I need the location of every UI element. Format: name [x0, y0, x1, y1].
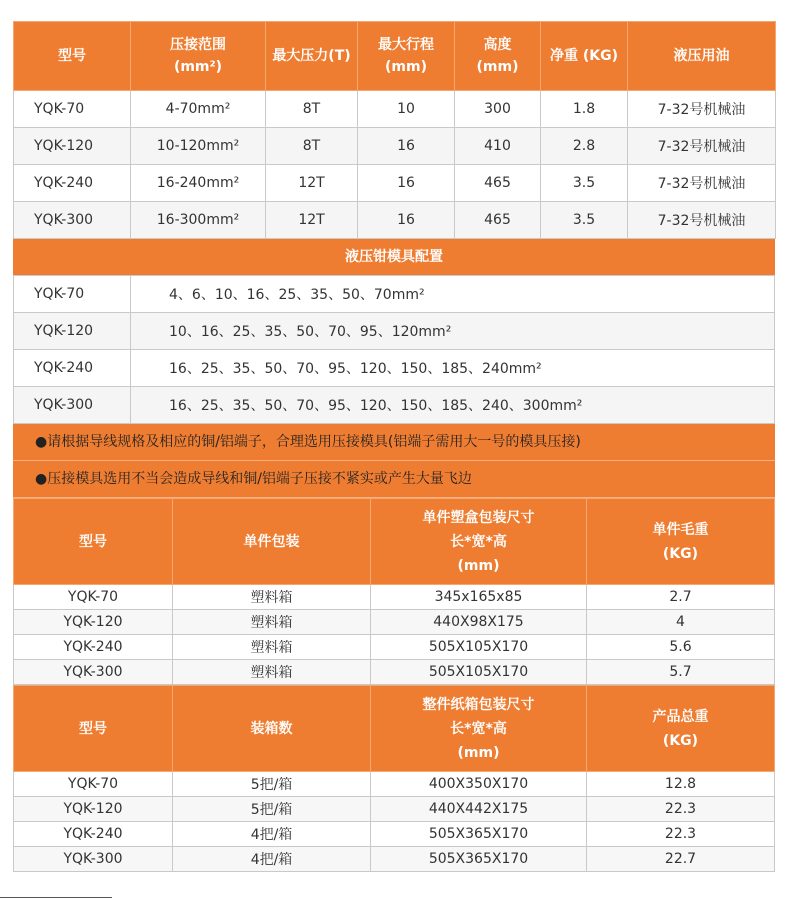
spec-header-weight: 净重 (KG) [541, 22, 628, 91]
range-cell: 10-120mm² [131, 128, 266, 165]
model-cell: YQK-300 [14, 387, 131, 424]
table-row [14, 91, 776, 128]
size-cell: 440X98X175 [371, 610, 587, 635]
oil-cell: 7-32号机械油 [628, 165, 776, 202]
model-cell: YQK-120 [14, 128, 131, 165]
spec-header-range: 压接范围 (mm²) [131, 22, 266, 91]
header-model: 型号 [14, 686, 173, 772]
single-pack-table [13, 498, 775, 685]
mold-sizes-cell: 4、6、10、16、25、35、50、70mm² [131, 276, 775, 313]
spec-header-model: 型号 [14, 22, 131, 91]
table-row [14, 610, 775, 635]
model-cell: YQK-240 [14, 350, 131, 387]
pack-cell: 塑料箱 [173, 585, 371, 610]
model-cell: YQK-120 [14, 797, 173, 822]
weight-cell: 22.7 [587, 847, 775, 872]
height-cell: 300 [455, 91, 541, 128]
oil-cell: 7-32号机械油 [628, 202, 776, 239]
spec-header-oil: 液压用油 [628, 22, 776, 91]
quantity-cell: 5把/箱 [173, 772, 371, 797]
table-row [14, 276, 775, 313]
single-pack-header-row [14, 499, 775, 585]
model-cell: YQK-240 [14, 635, 173, 660]
mold-sizes-cell: 16、25、35、50、70、95、120、150、185、240mm² [131, 350, 775, 387]
size-cell: 505X365X170 [371, 822, 587, 847]
quantity-cell: 4把/箱 [173, 847, 371, 872]
table-row [14, 202, 776, 239]
header-model: 型号 [14, 499, 173, 585]
height-cell: 465 [455, 165, 541, 202]
height-cell: 410 [455, 128, 541, 165]
range-cell: 4-70mm² [131, 91, 266, 128]
size-cell: 505X105X170 [371, 635, 587, 660]
spec-table [13, 21, 776, 239]
mold-sizes-cell: 10、16、25、35、50、70、95、120mm² [131, 313, 775, 350]
stroke-cell: 16 [358, 128, 455, 165]
quantity-cell: 5把/箱 [173, 797, 371, 822]
note-line: ●请根据导线规格及相应的铜/铝端子，合理选用压接模具(铝端子需用大一号的模具压接) [13, 424, 775, 461]
weight-cell: 4 [587, 610, 775, 635]
table-row [14, 128, 776, 165]
oil-cell: 7-32号机械油 [628, 91, 776, 128]
header-quantity: 装箱数 [173, 686, 371, 772]
weight-cell: 3.5 [541, 165, 628, 202]
weight-cell: 1.8 [541, 91, 628, 128]
table-row [14, 387, 775, 424]
model-cell: YQK-70 [14, 91, 131, 128]
note-line: ●压接模具选用不当会造成导线和铜/铝端子压接不紧实或产生大量飞边 [13, 461, 775, 498]
model-cell: YQK-70 [14, 772, 173, 797]
size-cell: 440X442X175 [371, 797, 587, 822]
model-cell: YQK-300 [14, 202, 131, 239]
model-cell: YQK-240 [14, 165, 131, 202]
header-total-weight: 产品总重 (KG) [587, 686, 775, 772]
weight-cell: 22.3 [587, 797, 775, 822]
model-cell: YQK-120 [14, 313, 131, 350]
table-row [14, 822, 775, 847]
table-row [14, 313, 775, 350]
pack-cell: 塑料箱 [173, 660, 371, 685]
table-row [14, 772, 775, 797]
pressure-cell: 12T [266, 165, 358, 202]
pressure-cell: 8T [266, 91, 358, 128]
pack-cell: 塑料箱 [173, 635, 371, 660]
mold-section-title: 液压钳模具配置 [13, 239, 775, 275]
model-cell: YQK-240 [14, 822, 173, 847]
table-row [14, 350, 775, 387]
header-pack: 单件包装 [173, 499, 371, 585]
pressure-cell: 8T [266, 128, 358, 165]
weight-cell: 2.8 [541, 128, 628, 165]
oil-cell: 7-32号机械油 [628, 128, 776, 165]
size-cell: 345x165x85 [371, 585, 587, 610]
spec-header-stroke: 最大行程 (mm) [358, 22, 455, 91]
model-cell: YQK-70 [14, 276, 131, 313]
range-cell: 16-300mm² [131, 202, 266, 239]
weight-cell: 2.7 [587, 585, 775, 610]
model-cell: YQK-300 [14, 847, 173, 872]
table-row [14, 797, 775, 822]
header-weight: 单件毛重 (KG) [587, 499, 775, 585]
weight-cell: 5.6 [587, 635, 775, 660]
mold-table [13, 275, 775, 424]
quantity-cell: 4把/箱 [173, 822, 371, 847]
size-cell: 400X350X170 [371, 772, 587, 797]
range-cell: 16-240mm² [131, 165, 266, 202]
weight-cell: 5.7 [587, 660, 775, 685]
stroke-cell: 10 [358, 91, 455, 128]
pack-cell: 塑料箱 [173, 610, 371, 635]
table-row [14, 847, 775, 872]
spec-header-height: 高度 (mm) [455, 22, 541, 91]
model-cell: YQK-120 [14, 610, 173, 635]
table-row [14, 165, 776, 202]
table-row [14, 635, 775, 660]
height-cell: 465 [455, 202, 541, 239]
model-cell: YQK-70 [14, 585, 173, 610]
stroke-cell: 16 [358, 165, 455, 202]
spec-header-row [14, 22, 776, 91]
spec-document [13, 21, 775, 872]
table-row [14, 660, 775, 685]
table-row [14, 585, 775, 610]
pressure-cell: 12T [266, 202, 358, 239]
footer-divider [0, 897, 112, 898]
weight-cell: 12.8 [587, 772, 775, 797]
carton-pack-header-row [14, 686, 775, 772]
weight-cell: 3.5 [541, 202, 628, 239]
spec-header-pressure: 最大压力(T) [266, 22, 358, 91]
header-size: 整件纸箱包装尺寸 长*宽*高 (mm) [371, 686, 587, 772]
header-size: 单件塑盒包装尺寸 长*宽*高 (mm) [371, 499, 587, 585]
size-cell: 505X365X170 [371, 847, 587, 872]
carton-pack-table [13, 685, 775, 872]
stroke-cell: 16 [358, 202, 455, 239]
weight-cell: 22.3 [587, 822, 775, 847]
size-cell: 505X105X170 [371, 660, 587, 685]
mold-sizes-cell: 16、25、35、50、70、95、120、150、185、240、300mm² [131, 387, 775, 424]
model-cell: YQK-300 [14, 660, 173, 685]
